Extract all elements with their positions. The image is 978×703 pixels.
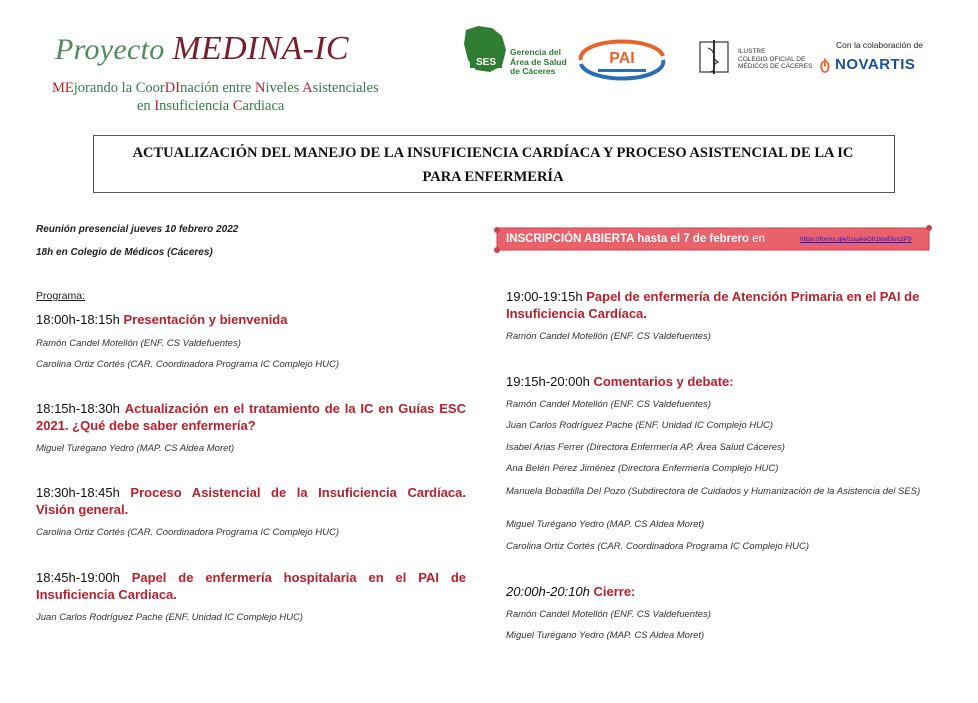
right-slot-1-person-4: Manuela Bobadilla Del Pozo (Subdirectora de Cuidados y Humanización de la Asistencia del SES) bbox=[506, 486, 921, 497]
left-slot-0-person-0: Ramón Candel Motellón (ENF. CS Valdefuentes) bbox=[36, 338, 241, 349]
svg-text:PAI: PAI bbox=[609, 50, 635, 67]
right-slot-2-heading: 20:00h-20:10h Cierre: bbox=[506, 584, 636, 599]
left-slot-1-person-0: Miguel Turégano Yedro (MAP. CS Aldea Moret) bbox=[36, 443, 235, 454]
pai-logo bbox=[573, 38, 671, 82]
right-slot-1-person-0: Ramón Candel Motellón (ENF. CS Valdefuentes) bbox=[506, 399, 711, 410]
ses-text: Gerencia del Área de Salud de Cáceres bbox=[510, 47, 567, 76]
right-slot-1-person-1: Juan Carlos Rodríguez Pache (ENF. Unidad IC Complejo HUC) bbox=[506, 420, 773, 431]
right-slot-1-person-3: Ana Belén Pérez Jiménez (Directora Enfermería Complejo HUC) bbox=[506, 463, 779, 474]
novartis-logo: ტ NOVARTIS bbox=[820, 56, 916, 73]
right-slot-1-person-5: Miguel Turégano Yedro (MAP. CS Aldea Moret) bbox=[506, 519, 705, 530]
programa-label: Programa: bbox=[36, 290, 86, 302]
right-slot-1-heading: 19:15h-20:00h Comentarios y debate: bbox=[506, 374, 734, 389]
novartis-flame-icon: ტ bbox=[820, 56, 831, 73]
left-slot-3-person-0: Juan Carlos Rodríguez Pache (ENF. Unidad IC Complejo HUC) bbox=[36, 612, 303, 623]
registration-text: INSCRIPCIÓN ABIERTA hasta el 7 de febrero en bbox=[506, 233, 766, 245]
left-slot-2-heading: 18:30h-18:45h Proceso Asistencial de la Insuficiencia Cardíaca. Visión general. bbox=[36, 485, 466, 517]
right-slot-0-heading: 19:00-19:15h Papel de enfermería de Atención Primaria en el PAI de Insuficiencia Cardíaca. bbox=[506, 289, 920, 321]
right-slot-0-person-0: Ramón Candel Motellón (ENF. CS Valdefuentes) bbox=[506, 331, 711, 342]
meeting-place: 18h en Colegio de Médicos (Cáceres) bbox=[36, 247, 213, 258]
project-title: Proyecto MEDINA-IC bbox=[55, 30, 349, 67]
document-title-line1: ACTUALIZACIÓN DEL MANEJO DE LA INSUFICIENCIA CARDÍACA Y PROCESO ASISTENCIAL DE LA IC bbox=[132, 145, 854, 161]
right-slot-2-person-1: Miguel Turégano Yedro (MAP. CS Aldea Moret) bbox=[506, 630, 705, 641]
registration-link[interactable]: https://forms.gle/1uuAeGh1kwEkm2P9 bbox=[800, 236, 912, 243]
colegio-text: ILUSTRE COLEGIO OFICIAL DE MÉDICOS DE CÁCERES bbox=[738, 48, 813, 70]
project-subtitle-line2: en Insuficiencia Cardiaca bbox=[137, 98, 285, 114]
meeting-date: Reunión presencial jueves 10 febrero 2022 bbox=[36, 224, 239, 235]
project-subtitle-line1: MEjorando la CoorDInación entre Niveles Asistenciales bbox=[52, 80, 379, 96]
collaboration-label: Con la colaboración de bbox=[836, 40, 923, 50]
right-slot-1-person-2: Isabel Arias Ferrer (Directora Enfermería AP. Área Salud Cáceres) bbox=[506, 442, 785, 453]
left-slot-0-person-1: Carolina Ortiz Cortés (CAR. Coordinadora Programa IC Complejo HUC) bbox=[36, 359, 340, 370]
svg-text:SES: SES bbox=[475, 57, 497, 68]
left-slot-3-heading: 18:45h-19:00h Papel de enfermería hospitalaria en el PAI de Insuficiencia Cardiaca. bbox=[36, 570, 466, 602]
left-slot-1-heading: 18:15h-18:30h Actualización en el tratamiento de la IC en Guías ESC 2021. ¿Qué debe saber enfermería? bbox=[36, 401, 466, 433]
left-slot-2-person-0: Carolina Ortiz Cortés (CAR. Coordinadora Programa IC Complejo HUC) bbox=[36, 527, 340, 538]
document-title-line2: PARA ENFERMERÍA bbox=[422, 169, 564, 185]
right-slot-1-person-6: Carolina Ortiz Cortés (CAR. Coordinadora Programa IC Complejo HUC) bbox=[506, 541, 810, 552]
left-slot-0-heading: 18:00h-18:15h Presentación y bienvenida bbox=[36, 312, 288, 327]
right-slot-2-person-0: Ramón Candel Motellón (ENF. CS Valdefuentes) bbox=[506, 609, 711, 620]
